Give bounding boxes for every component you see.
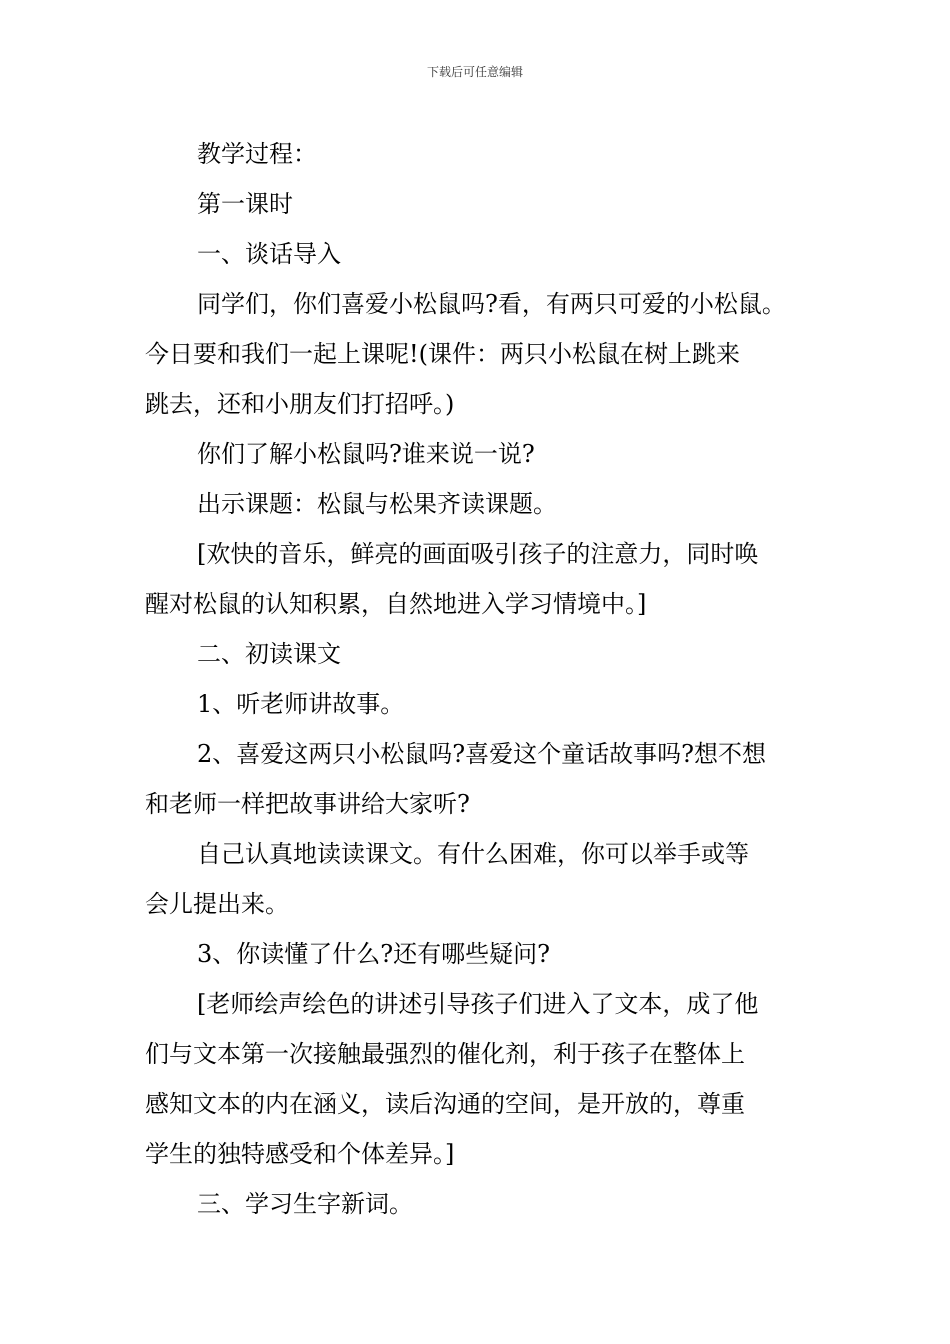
note-line: 学生的独特感受和个体差异。] <box>145 1140 455 1168</box>
paragraph-line: 同学们，你们喜爱小松鼠吗?看，有两只可爱的小松鼠。 <box>197 290 786 318</box>
list-item: 2、喜爱这两只小松鼠吗?喜爱这个童话故事吗?想不想 <box>197 740 767 768</box>
paragraph-line: 会儿提出来。 <box>145 890 289 918</box>
note-line: [欢快的音乐，鲜亮的画面吸引孩子的注意力，同时唤 <box>197 540 759 568</box>
note-line: 醒对松鼠的认知积累，自然地进入学习情境中。] <box>145 590 647 618</box>
heading-first-lesson: 第一课时 <box>197 190 293 218</box>
paragraph-line: 自己认真地读读课文。有什么困难，你可以举手或等 <box>197 840 749 868</box>
list-item: 1、听老师讲故事。 <box>197 690 405 718</box>
heading-teaching-process: 教学过程： <box>197 140 317 168</box>
list-item-continuation: 和老师一样把故事讲给大家听? <box>145 790 470 818</box>
list-item: 3、你读懂了什么?还有哪些疑问? <box>197 940 551 968</box>
note-line: [老师绘声绘色的讲述引导孩子们进入了文本，成了他 <box>197 990 759 1018</box>
document-body <box>145 129 817 1229</box>
paragraph-line: 跳去，还和小朋友们打招呼。) <box>145 390 455 418</box>
page-header: 下载后可任意编辑 <box>426 65 523 79</box>
section-heading-3: 三、学习生字新词。 <box>197 1190 413 1218</box>
note-line: 感知文本的内在涵义，读后沟通的空间，是开放的，尊重 <box>145 1090 745 1118</box>
section-heading-1: 一、谈话导入 <box>197 240 341 268</box>
note-line: 们与文本第一次接触最强烈的催化剂，利于孩子在整体上 <box>145 1040 745 1068</box>
paragraph-line: 今日要和我们一起上课呢!(课件：两只小松鼠在树上跳来 <box>145 340 741 368</box>
paragraph-line: 你们了解小松鼠吗?谁来说一说? <box>197 440 535 468</box>
section-heading-2: 二、初读课文 <box>197 640 341 668</box>
paragraph-line: 出示课题：松鼠与松果齐读课题。 <box>197 490 557 518</box>
